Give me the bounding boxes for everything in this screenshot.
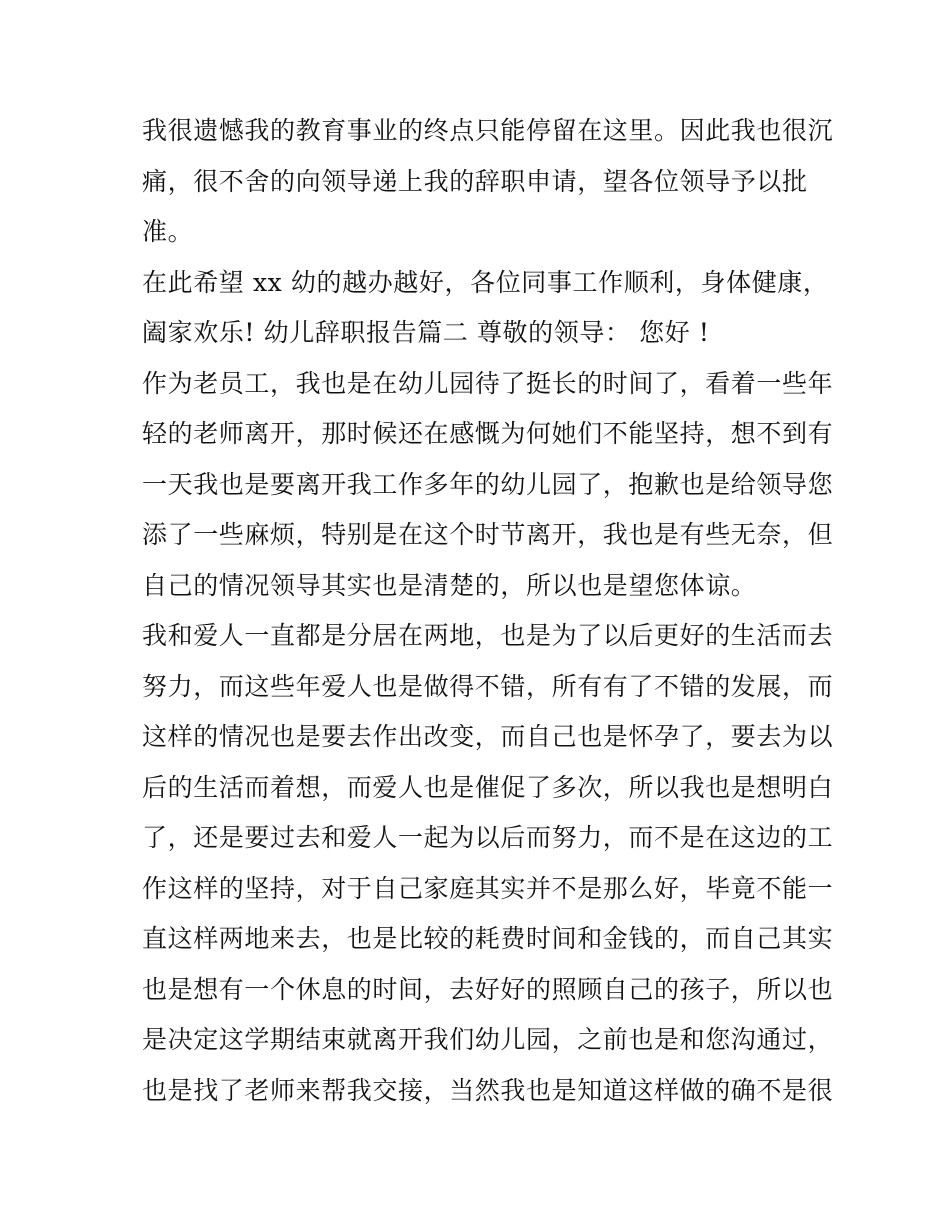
text-line: 直这样两地来去，也是比较的耗费时间和金钱的，而自己其实	[142, 924, 834, 953]
text-line: 也是想有一个休息的时间，去好好的照顾自己的孩子，所以也	[142, 974, 834, 1004]
text-line: 后的生活而着想，而爱人也是催促了多次，所以我也是想明白	[142, 772, 834, 802]
text-line: 准。	[142, 217, 194, 246]
text-line: 在此希望 xx 幼的越办越好，各位同事工作顺利，身体健康，	[142, 267, 829, 297]
text-line: 自己的情况领导其实也是清楚的，所以也是望您体谅。	[142, 570, 757, 600]
text-line: 努力，而这些年爱人也是做得不错，所有有了不错的发展，而	[142, 671, 834, 701]
text-line: 一天我也是要离开我工作多年的幼儿园了，抱歉也是给领导您	[142, 469, 834, 499]
text-line: 了，还是要过去和爱人一起为以后而努力，而不是在这边的工	[142, 823, 834, 852]
text-line: 阖家欢乐! 幼儿辞职报告篇二 尊敬的领导： 您好 !	[142, 318, 710, 347]
text-line: 作这样的坚持，对于自己家庭其实并不是那么好，毕竟不能一	[142, 873, 834, 903]
text-line: 痛，很不舍的向领导递上我的辞职申请，望各位领导予以批	[142, 166, 808, 196]
text-line: 添了一些麻烦，特别是在这个时节离开，我也是有些无奈，但	[142, 520, 834, 549]
text-line: 作为老员工，我也是在幼儿园待了挺长的时间了，看着一些年	[142, 368, 834, 398]
text-line: 是决定这学期结束就离开我们幼儿园，之前也是和您沟通过，	[142, 1025, 834, 1054]
document-body	[142, 106, 834, 1116]
text-line: 也是找了老师来帮我交接，当然我也是知道这样做的确不是很	[142, 1075, 834, 1105]
text-line: 轻的老师离开，那时候还在感慨为何她们不能坚持，想不到有	[142, 419, 834, 448]
text-line: 我很遗憾我的教育事业的终点只能停留在这里。因此我也很沉	[142, 116, 834, 145]
text-line: 我和爱人一直都是分居在两地，也是为了以后更好的生活而去	[142, 621, 834, 650]
text-line: 这样的情况也是要去作出改变，而自己也是怀孕了，要去为以	[142, 722, 834, 751]
